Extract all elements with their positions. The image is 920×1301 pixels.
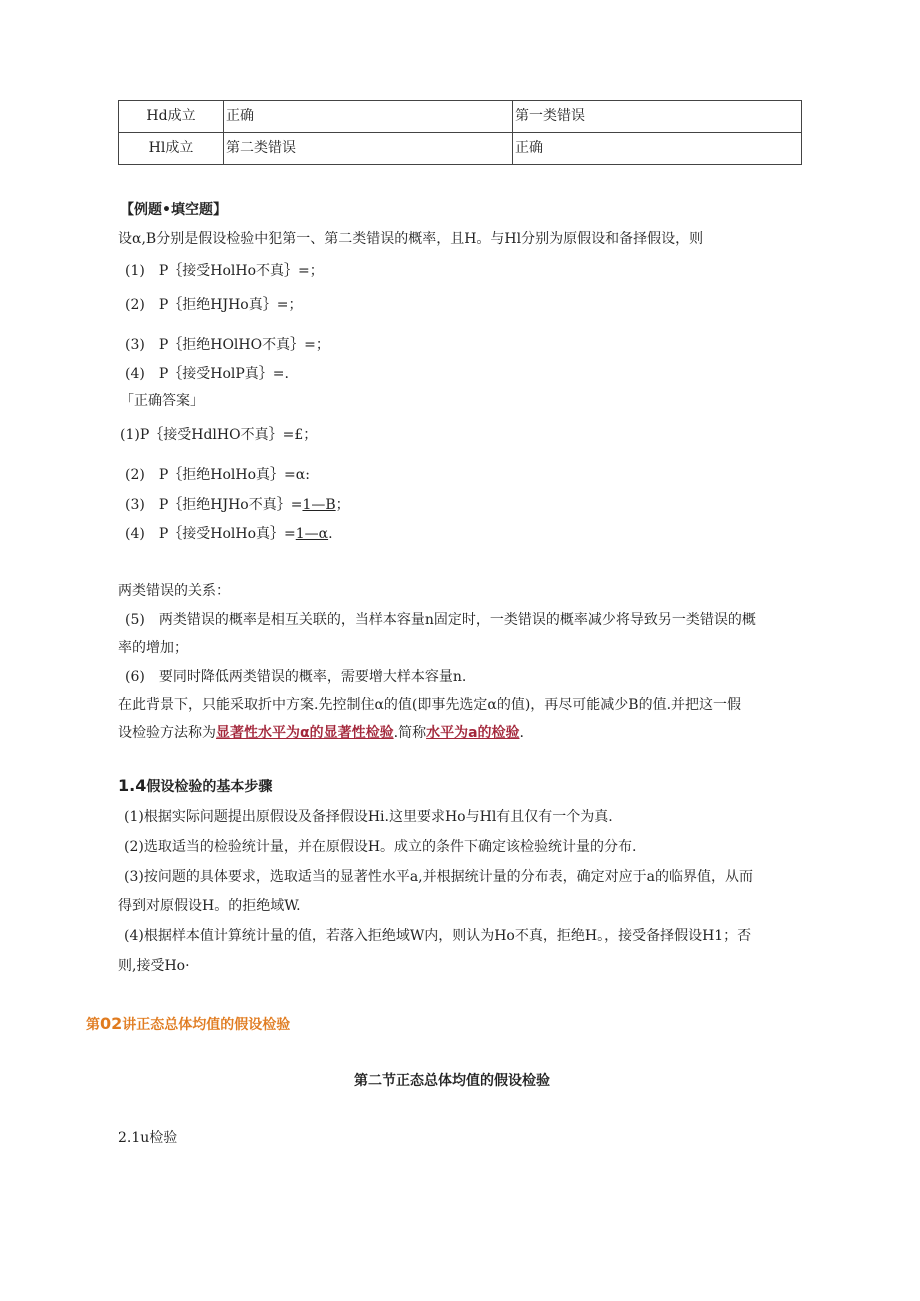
relation-title: 两类错误的关系： [118,583,230,599]
step-4-cont: 则,接受Ho· [118,958,190,974]
relation-point-5-cont: 率的增加； [118,640,188,656]
table-cell: 第一类错误 [513,101,802,133]
step-2: (2)选取适当的检验统计量，并在原假设H。成立的条件下确定该检验统计量的分布. [124,839,637,855]
background-text: . [519,725,524,741]
answer-4-suffix: . [328,526,333,542]
steps-heading [118,776,272,796]
subsection-title: 2.1u检验 [118,1130,178,1146]
step-4: (4)根据样本值计算统计量的值，若落入拒绝域W内，则认为Ho不真，拒绝H。，接受备择假设H1；否 [124,928,752,944]
answer-2: (2) P｛拒绝HolHo真｝=α: [125,467,310,483]
answer-4 [125,523,333,543]
error-type-table [118,100,802,165]
step-1: (1)根据实际问题提出原假设及备择假设Hi.这里要求Ho与Hl有且仅有一个为真. [124,809,613,825]
term-significance-test: 显著性水平为α的显著性检验 [216,725,394,741]
table-row [119,133,802,165]
answer-3-text: (3) P｛拒绝HJHo不真｝= [125,497,303,513]
answer-3 [125,494,350,514]
table-cell: 正确 [224,101,513,133]
answer-4-value: 1—α [295,526,329,542]
lecture-prefix: 第 [86,1017,100,1033]
term-level-test: 水平为a的检验 [426,725,520,741]
steps-heading-number: 1.4 [118,776,147,795]
lecture-number: 02 [100,1014,123,1033]
answer-4-text: (4) P｛接受HolHo真｝= [125,526,296,542]
background-paragraph-cont [118,722,524,742]
background-text: .简称 [393,725,427,741]
table-cell: 正确 [513,133,802,165]
table-row [119,101,802,133]
question-3: (3) P｛拒绝HOlHO不真｝=； [125,337,330,353]
example-heading: 【例题•填空题】 [120,202,227,218]
answer-1: (1)P｛接受HdlHO不真｝=£； [120,427,318,443]
question-2: (2) P｛拒绝HJHo真｝=； [125,297,303,313]
relation-point-5: (5) 两类错误的概率是相互关联的，当样本容量n固定时，一类错误的概率减少将导致另一类错误的概 [125,612,756,628]
example-stem: 设α,B分别是假设检验中犯第一、第二类错误的概率，且H。与Hl分别为原假设和备择假设，则 [118,231,704,247]
step-3-cont: 得到对原假设H。的拒绝域W. [118,898,301,914]
question-1: (1) P｛接受HolHo不真｝=； [125,263,324,279]
answer-3-suffix: ； [335,497,350,513]
table-cell: 第二类错误 [224,133,513,165]
answer-label: 「正确答案」 [120,393,204,409]
step-3: (3)按问题的具体要求，选取适当的显著性水平a,并根据统计量的分布表，确定对应于a的临界值，从而 [124,869,753,885]
question-4: (4) P｛接受HolP真｝=. [125,366,289,382]
steps-heading-text: 假设检验的基本步骤 [146,779,273,795]
background-text: 设检验方法称为 [118,725,216,741]
relation-point-6: (6) 要同时降低两类错误的概率，需要增大样本容量n. [125,669,467,685]
lecture-heading [86,1014,290,1034]
answer-3-value: 1—B [302,497,336,513]
table-cell: Hd成立 [119,101,224,133]
lecture-title: 讲正态总体均值的假设检验 [122,1017,291,1033]
section-title: 第二节正态总体均值的假设检验 [354,1073,550,1089]
background-paragraph: 在此背景下，只能采取折中方案.先控制住α的值(即事先选定α的值)，再尽可能减少B的值.并把这一假 [118,697,742,713]
table-cell: Hl成立 [119,133,224,165]
